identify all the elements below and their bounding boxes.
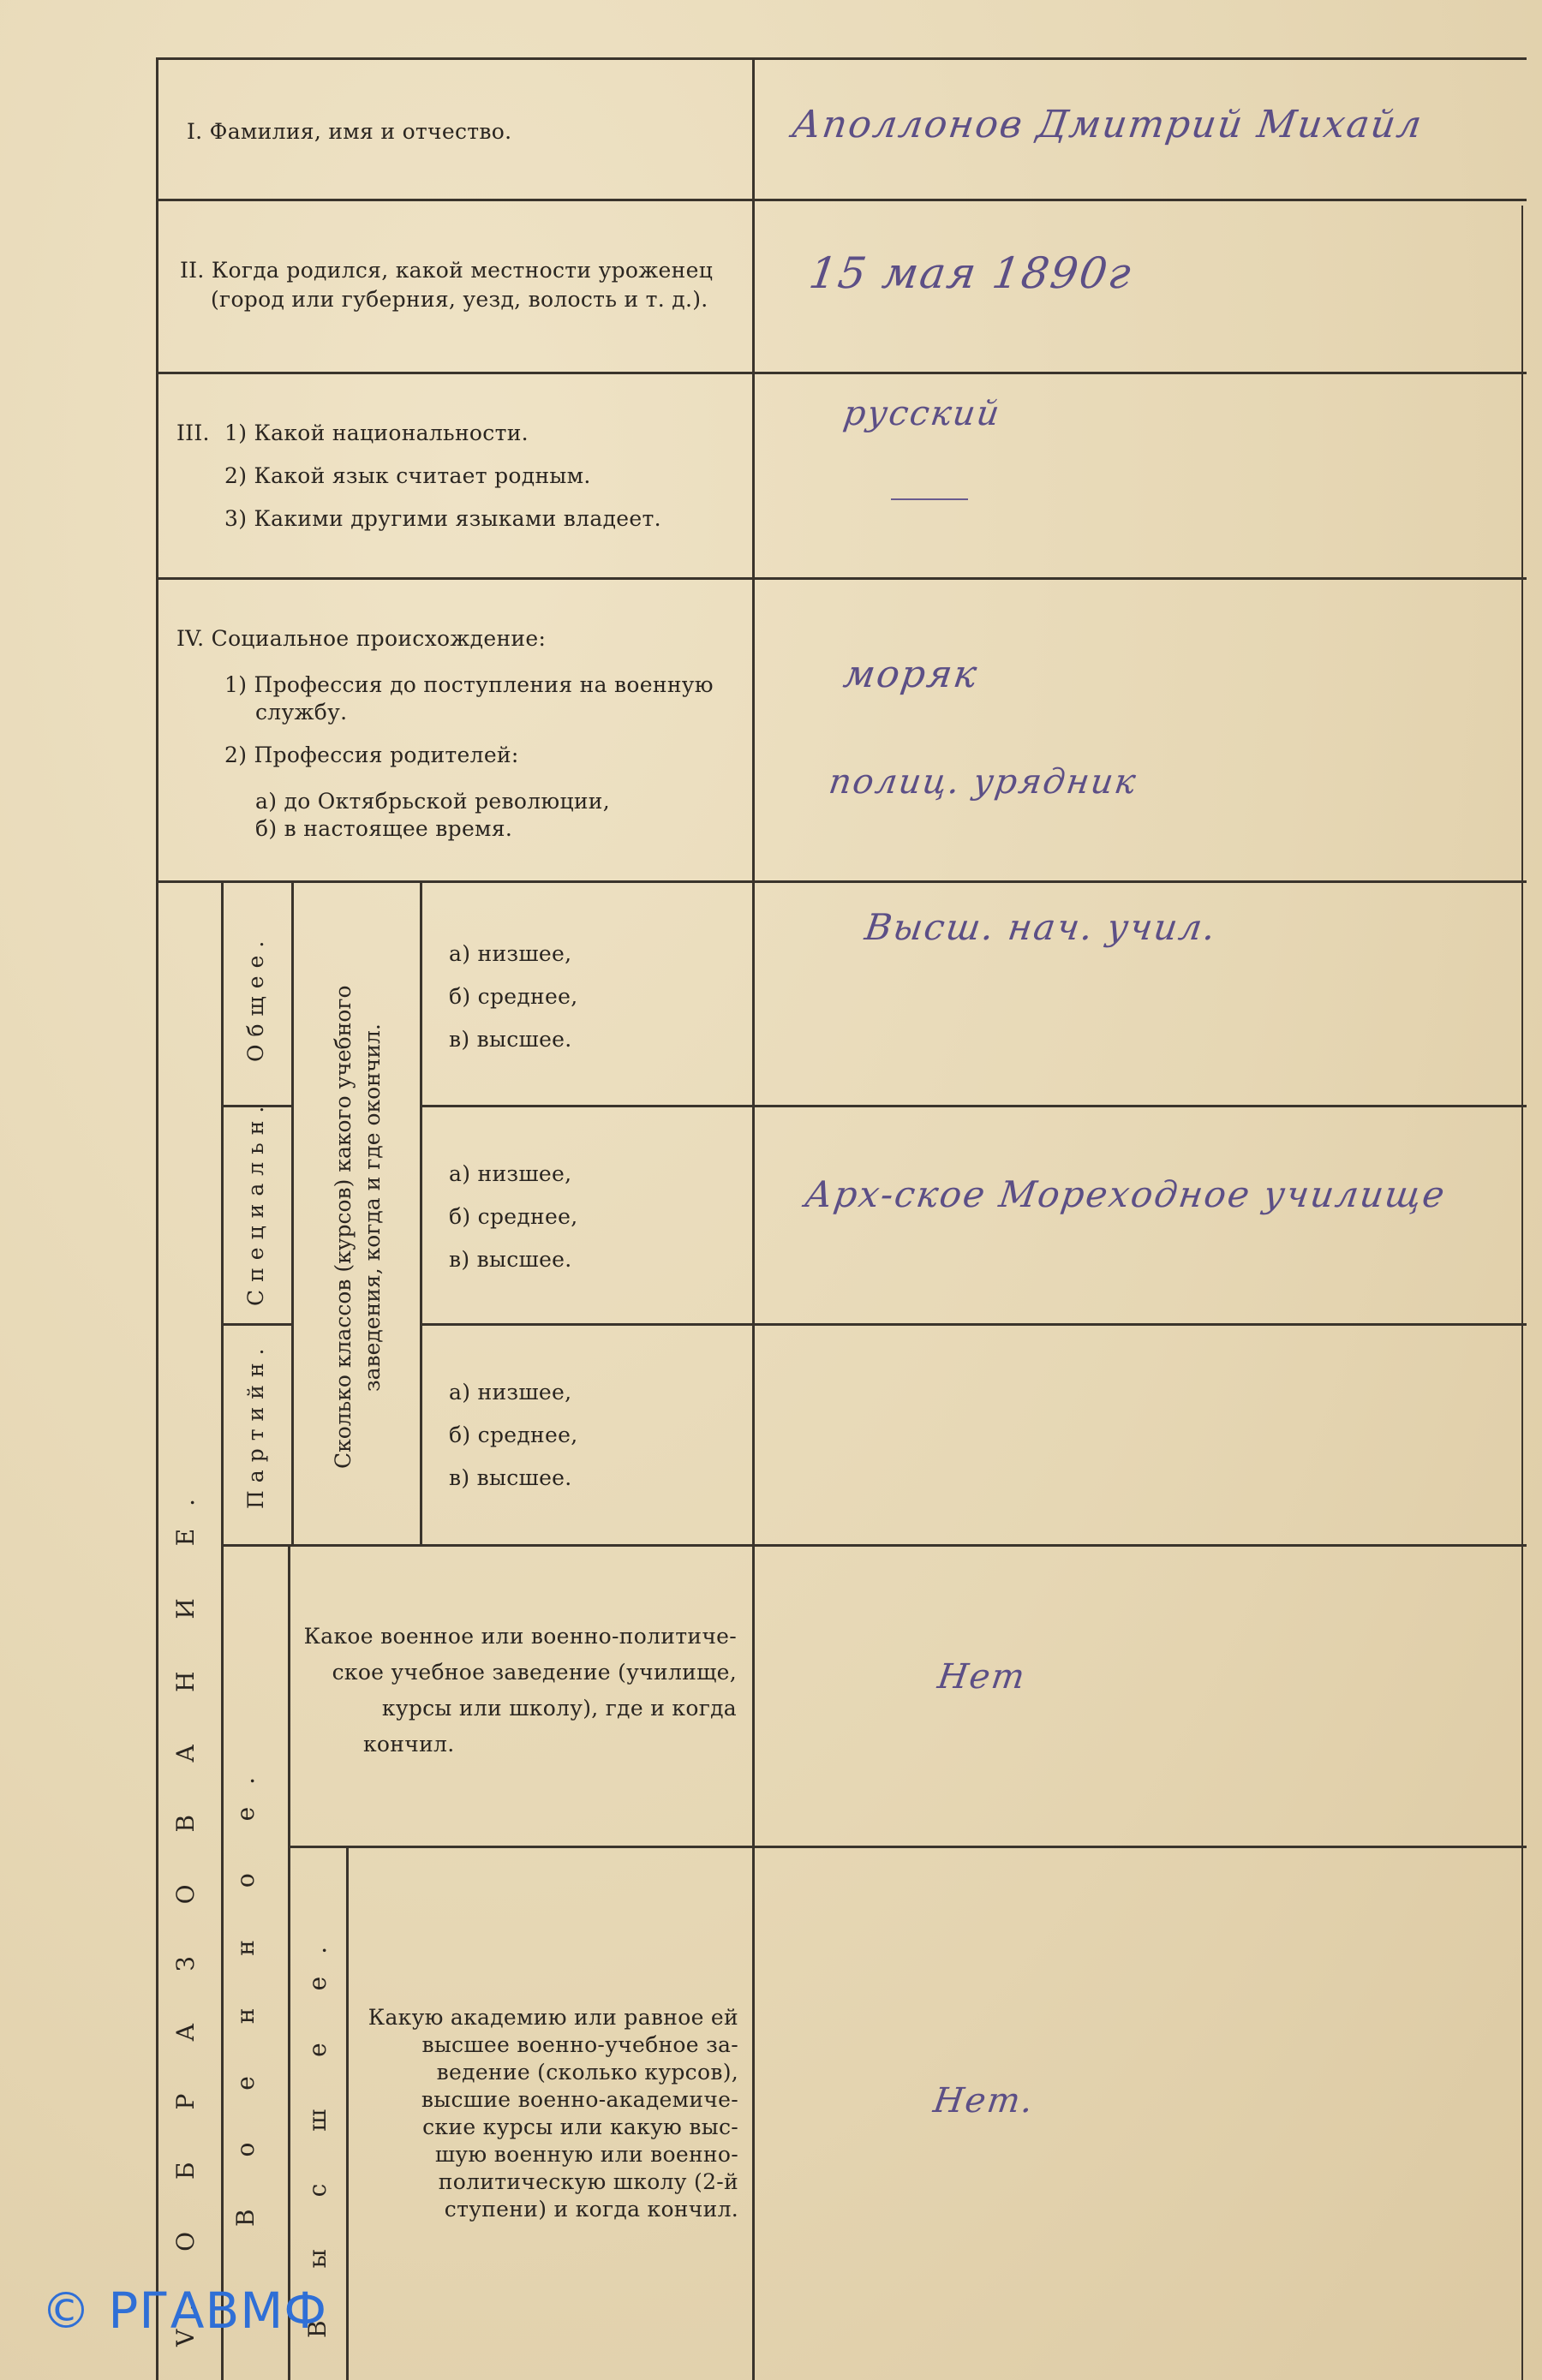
section-education-title: V. О Б Р А З О В А Н И Е. <box>171 1476 200 2347</box>
party-lower: а) низшее, <box>449 1380 572 1405</box>
q4-parents-before: а) до Октябрьской революции, <box>255 789 610 814</box>
q2-label-line1: II. Когда родился, какой местности уроженец <box>180 258 714 283</box>
edu-party-sep-right <box>420 1323 1527 1326</box>
special-lower: а) низшее, <box>449 1161 572 1186</box>
answer-name: Аполлонов Дмитрий Михайл <box>789 103 1426 146</box>
general-lower: а) низшее, <box>449 941 572 966</box>
table-right-border <box>1521 206 1523 2380</box>
table-left-border <box>156 57 158 2380</box>
academy-line8: ступени) и когда кончил. <box>444 2197 738 2222</box>
special-middle: б) среднее, <box>449 1204 578 1229</box>
edu-type-divider <box>291 880 294 1544</box>
military-higher-label: В ы с ш е е. <box>303 1924 332 2338</box>
answer-parents-profession: полиц. урядник <box>826 762 1140 802</box>
military-school-line2: ское учебное заведение (училище, <box>332 1660 737 1685</box>
military-school-line3: курсы или школу), где и когда <box>381 1696 737 1721</box>
academy-line3: ведение (сколько курсов), <box>436 2060 738 2085</box>
table-top-border <box>156 57 1527 60</box>
answer-military-school: Нет <box>935 1657 1029 1697</box>
row-separator-2 <box>156 372 1527 374</box>
answer-nationality: русский <box>840 394 1004 433</box>
q4-label: IV. Социальное происхождение: <box>176 626 547 651</box>
q1-label: I. Фамилия, имя и отчество. <box>187 119 512 144</box>
archive-watermark: © РГАВМФ <box>41 2282 328 2340</box>
general-higher: в) высшее. <box>449 1027 572 1052</box>
q3-nationality: 1) Какой национальности. <box>224 421 529 445</box>
q4-profession-line2: службу. <box>255 700 348 725</box>
answer-birth: 15 мая 1890г <box>805 248 1136 298</box>
general-middle: б) среднее, <box>449 984 578 1009</box>
edu-levels-divider <box>420 880 422 1544</box>
edu-military-sep <box>221 1544 1527 1547</box>
q4-parents-now: б) в настоящее время. <box>255 816 513 841</box>
military-levels-divider <box>288 1544 290 2380</box>
answer-special-education: Арх-ское Мореходное училище <box>802 1173 1449 1215</box>
academy-line2: высшее военно-учебное за- <box>421 2032 738 2057</box>
q4-parents: 2) Профессия родителей: <box>224 743 519 767</box>
academy-line5: ские курсы или какую выс- <box>422 2115 738 2139</box>
special-higher: в) высшее. <box>449 1247 572 1272</box>
edu-general-label: Общее. <box>243 933 268 1062</box>
answer-profession: моряк <box>840 653 982 696</box>
q3-other-languages: 3) Какими другими языками владеет. <box>224 506 661 531</box>
academy-line1: Какую академию или равное ей <box>368 2005 738 2030</box>
academy-line7: политическую школу (2-й <box>438 2169 738 2194</box>
q4-profession-line1: 1) Профессия до поступления на военную <box>224 672 714 697</box>
military-school-line4: кончил. <box>363 1732 455 1757</box>
answer-academy: Нет. <box>930 2081 1037 2121</box>
q2-label-line2: (город или губерния, уезд, волость и т. д.). <box>211 287 708 312</box>
academy-line6: шую военную или военно- <box>434 2142 738 2167</box>
edu-special-label: Специальн. <box>243 1098 268 1306</box>
academy-line4: высшие военно-академиче- <box>421 2087 738 2112</box>
party-middle: б) среднее, <box>449 1423 578 1447</box>
edu-special-sep-right <box>420 1105 1527 1107</box>
answer-dash-native-language <box>891 498 968 500</box>
military-label: В о е н н о е. <box>231 1754 260 2227</box>
row-separator-1 <box>156 199 1527 201</box>
column-divider <box>752 57 755 2380</box>
edu-party-sep-left <box>221 1323 293 1326</box>
military-higher-sep <box>288 1846 1527 1848</box>
party-higher: в) высшее. <box>449 1465 572 1490</box>
row-separator-4 <box>156 880 1527 883</box>
edu-party-label: Партийн. <box>243 1340 268 1509</box>
q3-native-language: 2) Какой язык считает родным. <box>224 463 591 488</box>
military-school-line1: Какое военное или военно-политиче- <box>303 1624 737 1649</box>
edu-classes-label-line1: Сколько классов (курсов) какого учебного <box>331 985 356 1469</box>
military-higher-divider <box>346 1846 349 2380</box>
edu-classes-label-line2: заведения, когда и где окончил. <box>360 1023 385 1392</box>
row-separator-3 <box>156 577 1527 580</box>
answer-general-education: Высш. нач. учил. <box>862 906 1220 948</box>
q3-roman: III. <box>176 421 210 445</box>
